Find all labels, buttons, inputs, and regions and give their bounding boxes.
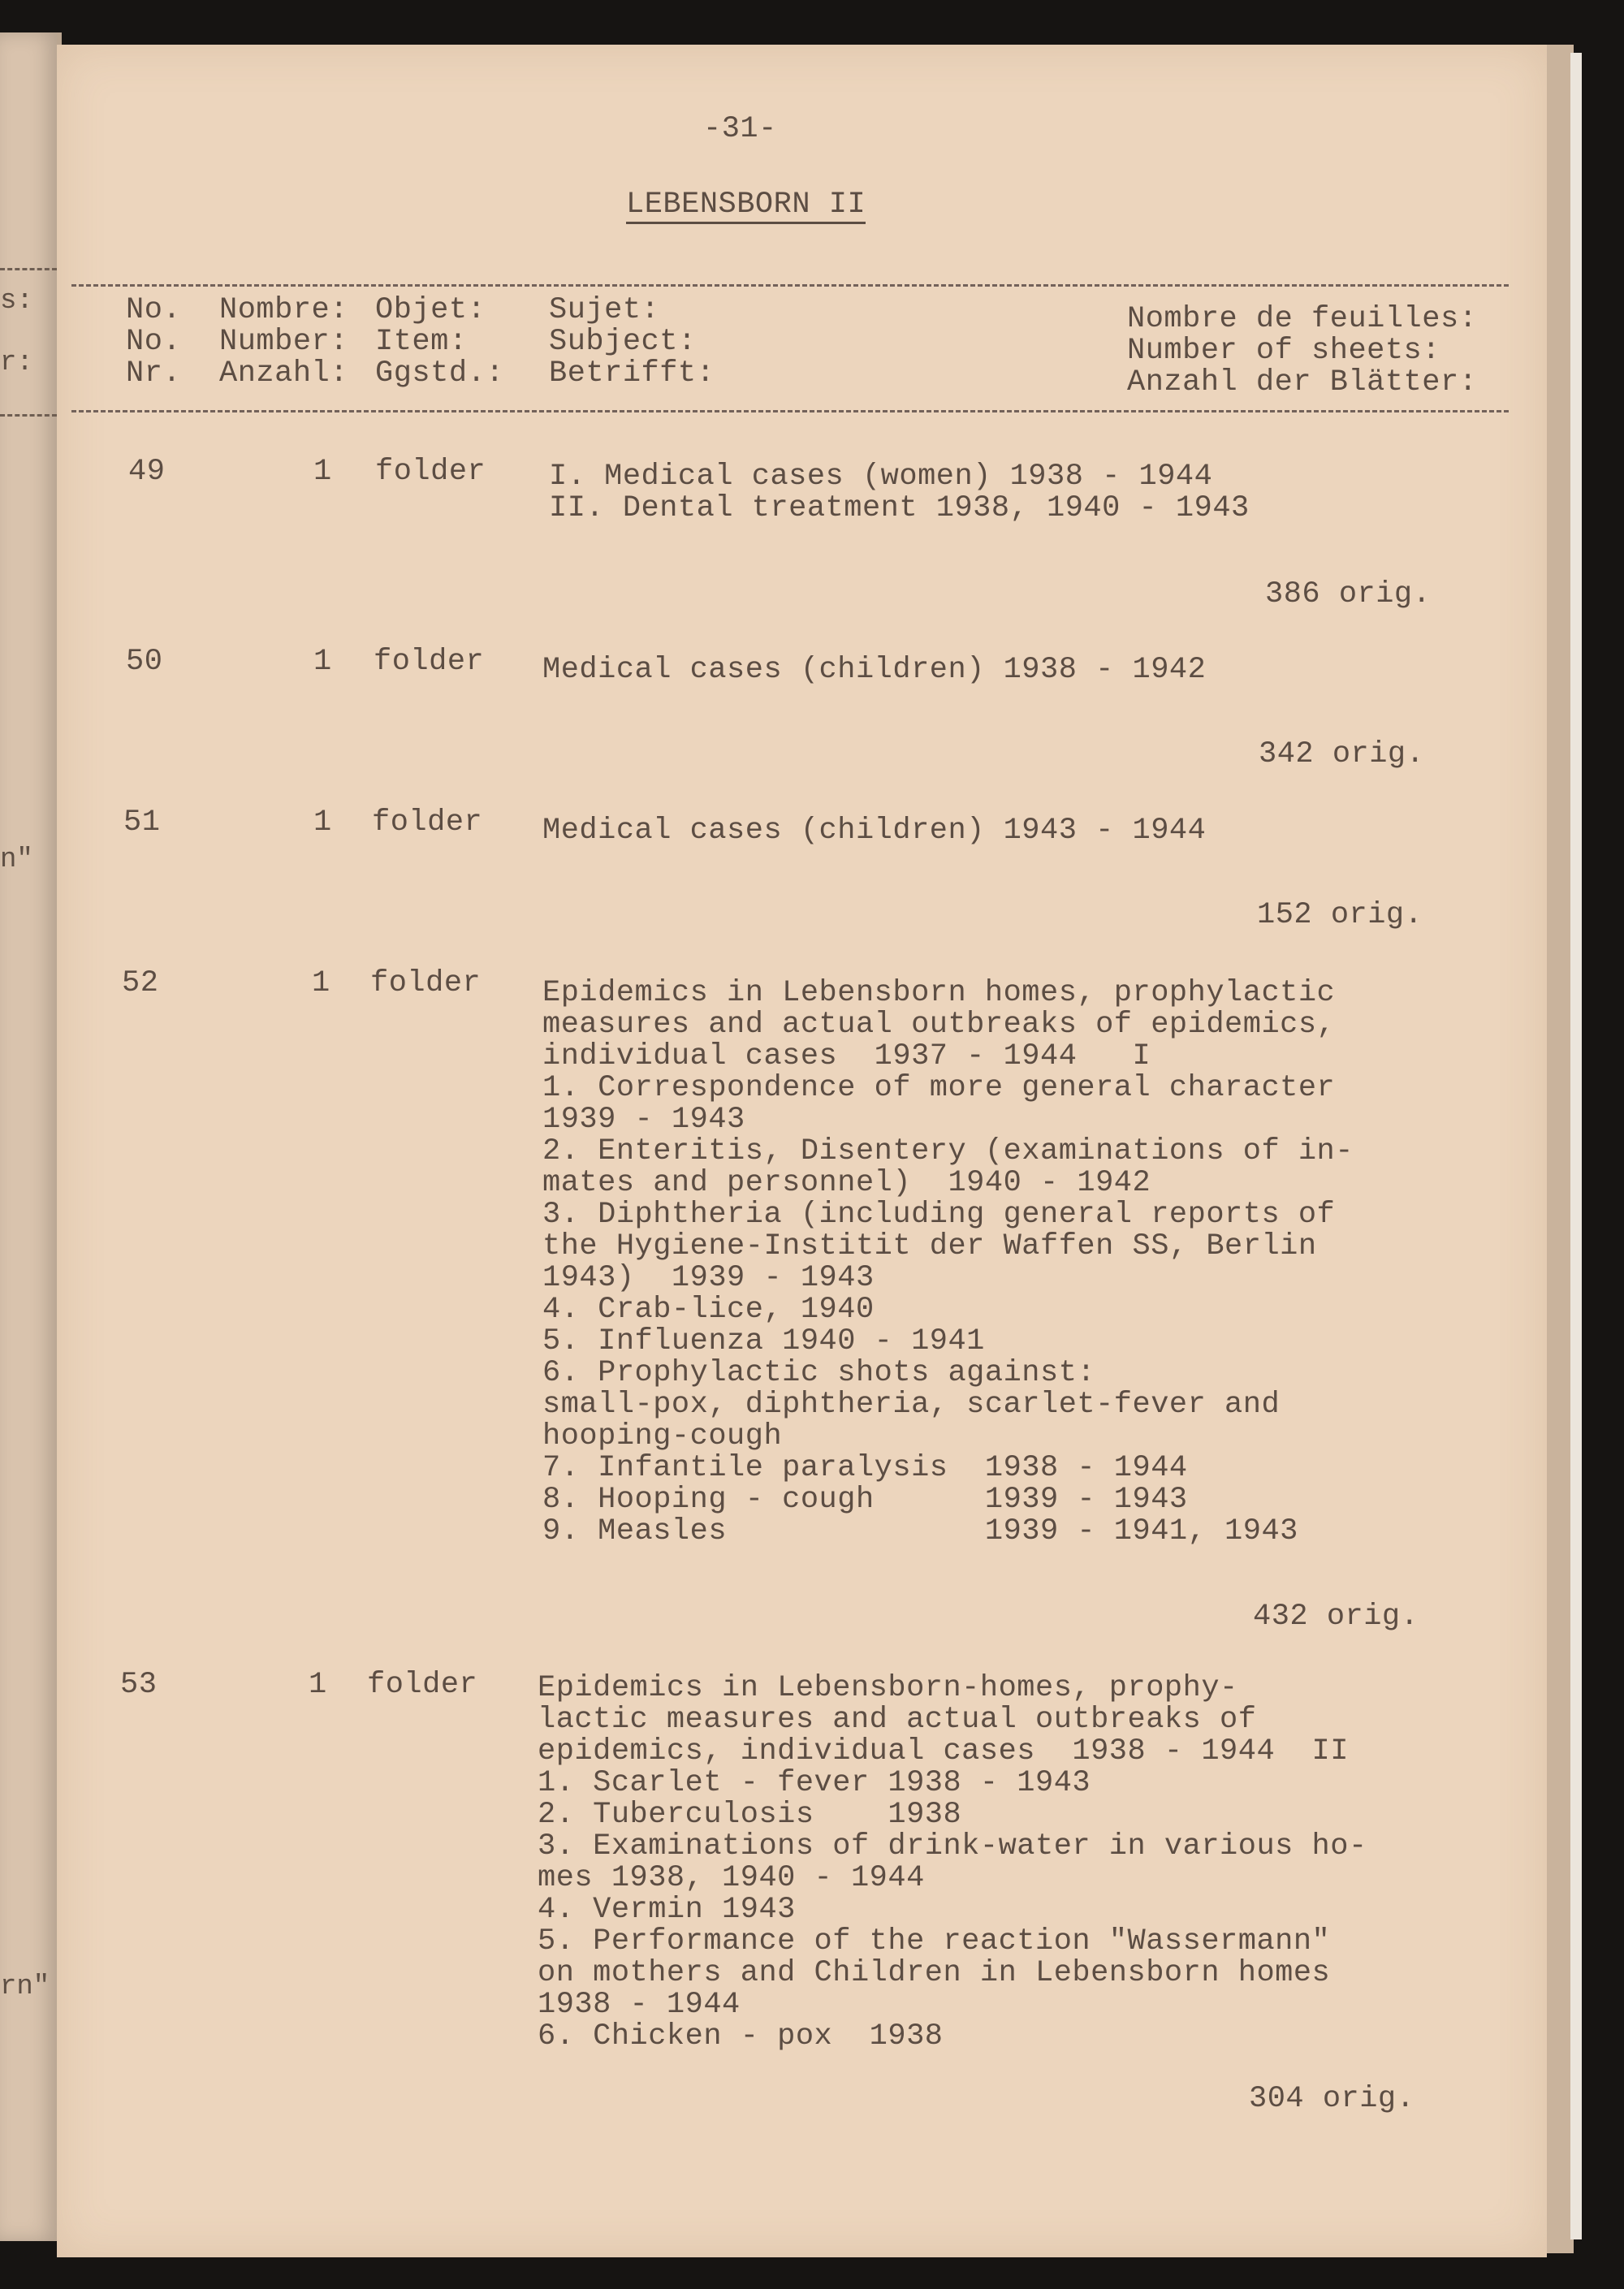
entry-number: 51 xyxy=(123,805,161,840)
entry-number: 49 xyxy=(128,455,166,489)
entry-subject: Epidemics in Lebensborn-homes, prophy- lactic measures and actual outbreaks of epidemics, individual cases 1938 - 1944 II 1. Scarlet - fever 1938 - 1943 2. Tuberculosis 1938 3. Examinations of drink-water in various ho- mes 1938, 1940 - 1944 4. Vermin 1943 5. Performance of the reaction "Wassermann" on mothers and Children in Lebensborn homes 1938 - 1944 6. Chicken - pox 1938 xyxy=(538,1671,1367,2054)
entry-sheets: 342 orig. xyxy=(1259,737,1425,771)
left-page-rule xyxy=(0,414,57,417)
left-page-rule xyxy=(0,268,57,270)
entry-number: 53 xyxy=(120,1668,158,1702)
header-bottom-rule xyxy=(71,410,1509,412)
entry-sheets: 304 orig. xyxy=(1249,2082,1415,2116)
page-title: LEBENSBORN II xyxy=(626,189,866,224)
header-objet: Objet: Item: Ggstd.: xyxy=(375,293,504,391)
entry-item: folder xyxy=(367,1668,478,1702)
entry-sheets: 152 orig. xyxy=(1257,898,1423,932)
header-nombre: Nombre: Number: Anzahl: xyxy=(219,293,348,391)
entry-count: 1 xyxy=(312,966,330,1000)
left-page-fragment: rn" xyxy=(0,1972,50,2002)
page-number: -31- xyxy=(703,112,777,146)
entry-subject: I. Medical cases (women) 1938 - 1944 II. Dental treatment 1938, 1940 - 1943 xyxy=(549,460,1250,525)
entry-count: 1 xyxy=(313,805,332,840)
entry-count: 1 xyxy=(313,455,332,489)
left-page-fragment: n" xyxy=(0,844,33,875)
header-sheets: Nombre de feuilles: Number of sheets: Anzahl der Blätter: xyxy=(1127,302,1478,399)
entry-count: 1 xyxy=(313,645,332,679)
entry-number: 50 xyxy=(126,645,163,679)
left-page-fragment: r: xyxy=(0,348,33,378)
entry-count: 1 xyxy=(309,1668,327,1702)
header-no: No. No. Nr. xyxy=(126,293,182,391)
entry-subject: Epidemics in Lebensborn homes, prophylactic measures and actual outbreaks of epidemics, individual cases 1937 - 1944 I 1. Correspondence of more general character 1939 - 1943 2. Enteritis, Disentery (examinations of in- mates and personnel) 1940 - 1942 3. Diphtheria (including general reports of the Hygiene-Institit der Waffen SS, Berlin 1943) 1939 - 1943 4. Crab-lice, 1940 5. Influenza 1940 - 1941 6. Prophylactic shots against: small-pox, diphtheria, scarlet-fever and hooping-cough 7. Infantile paralysis 1938 - 1944 8. Hooping - cough 1939 - 1943 9. Measles 1939 - 1941, 1943 xyxy=(542,976,1354,1548)
entry-sheets: 386 orig. xyxy=(1265,577,1432,611)
entry-subject: Medical cases (children) 1938 - 1942 xyxy=(542,653,1207,687)
entry-item: folder xyxy=(374,645,485,679)
left-page-fragment: s: xyxy=(0,286,33,317)
header-top-rule xyxy=(71,284,1509,287)
entry-item: folder xyxy=(370,966,482,1000)
entry-subject: Medical cases (children) 1943 - 1944 xyxy=(542,814,1207,848)
entry-number: 52 xyxy=(122,966,159,1000)
entry-item: folder xyxy=(372,805,483,840)
header-sujet: Sujet: Subject: Betrifft: xyxy=(549,293,715,391)
entry-item: folder xyxy=(375,455,486,489)
entry-sheets: 432 orig. xyxy=(1253,1600,1419,1634)
